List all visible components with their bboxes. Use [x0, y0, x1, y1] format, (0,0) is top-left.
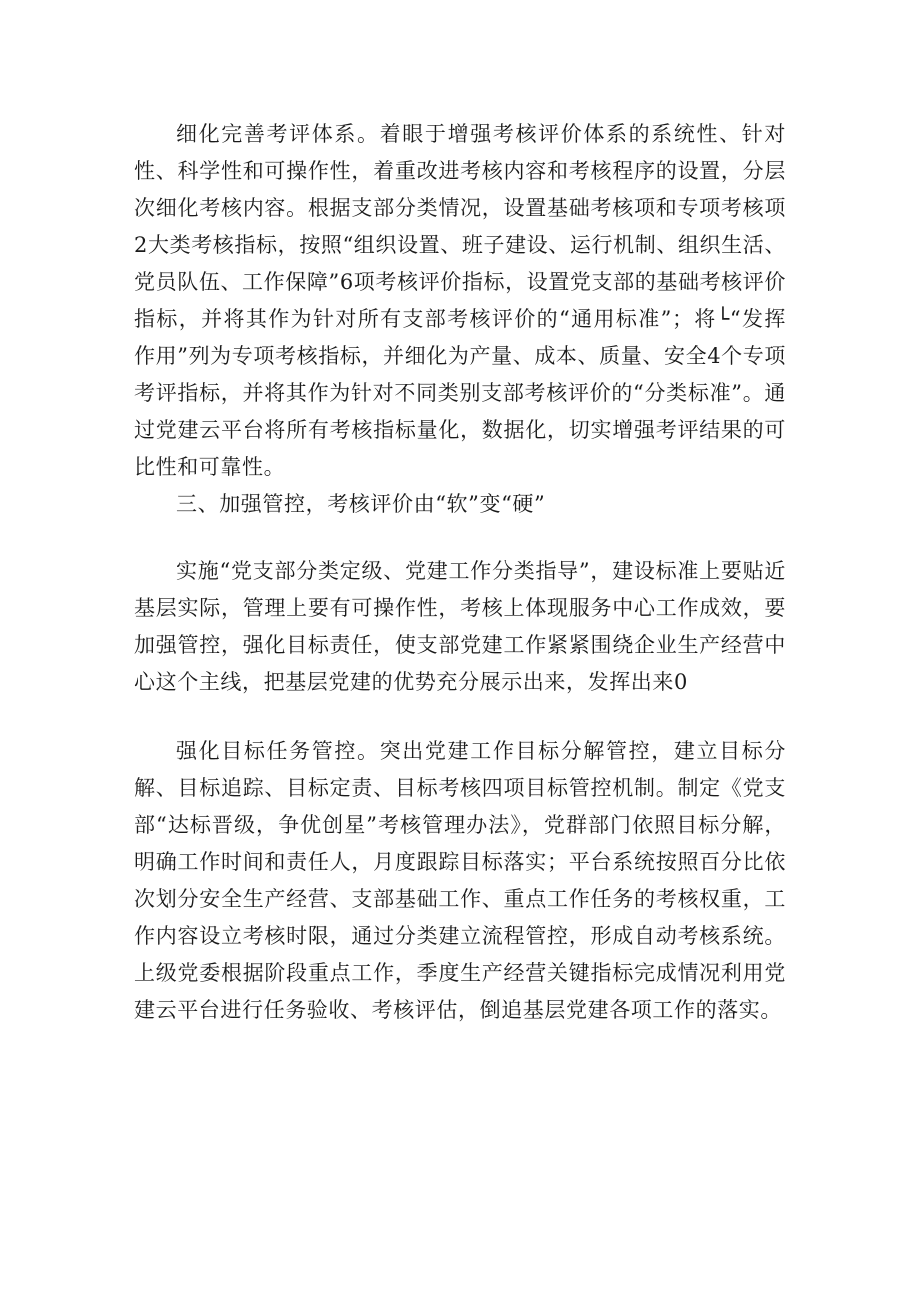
- paragraph-target-task-control: 强化目标任务管控。突出党建工作目标分解管控，建立目标分解、目标追踪、目标定责、目标考核四项目标管控机制。制定《党支部“达标晋级，争优创星”考核管理办法》，党群部门依照目标分解，明确工作时间和责任人，月度跟踪目标落实；平台系统按照百分比依次划分安全生产经营、支部基础工作、重点工作任务的考核权重，工作内容设立考核时限，通过分类建立流程管控，形成自动考核系统。上级党委根据阶段重点工作，季度生产经营关键指标完成情况利用党建云平台进行任务验收、考核评估，倒追基层党建各项工作的落实。: [134, 739, 786, 1022]
- paragraph-control-implementation: 实施“党支部分类定级、党建工作分类指导”，建设标准上要贴近基层实际，管理上要有可操作性，考核上体现服务中心工作成效，要加强管控，强化目标责任，使支部党建工作紧紧围绕企业生产经营中心这个主线，把基层党建的优势充分展示出来，发挥出来0: [134, 559, 786, 694]
- paragraph-evaluation-system: 细化完善考评体系。着眼于增强考核评价体系的系统性、针对性、科学性和可操作性，着重改进考核内容和考核程序的设置，分层次细化考核内容。根据支部分类情况，设置基础考核项和专项考核项2大类考核指标，按照“组织设置、班子建设、运行机制、组织生活、党员队伍、工作保障”6项考核评价指标，设置党支部的基础考核评价指标，并将其作为针对所有支部考核评价的“通用标准”；将└“发挥作用”列为专项考核指标，并细化为产量、成本、质量、安全4个专项考评指标，并将其作为针对不同类别支部考核评价的“分类标准”。通过党建云平台将所有考核指标量化，数据化，切实增强考评结果的可比性和可靠性。: [134, 122, 786, 479]
- document-page: [134, 116, 786, 1029]
- section-heading-3: 三、加强管控，考核评价由“软”变“硬”: [176, 492, 546, 516]
